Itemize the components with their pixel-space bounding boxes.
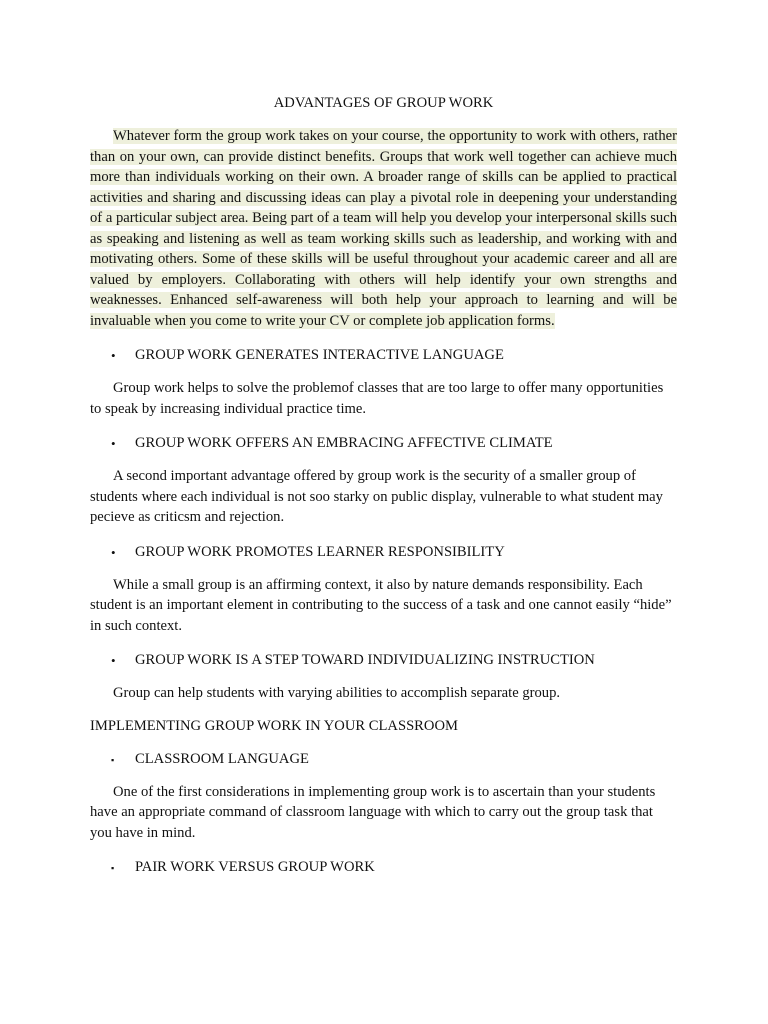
section-paragraph-4: Group can help students with varying abilities to accomplish separate group. <box>113 685 561 701</box>
sub-section-heading-text: PAIR WORK VERSUS GROUP WORK <box>135 859 375 875</box>
document-title: ADVANTAGES OF GROUP WORK <box>273 95 494 111</box>
section-heading-2 <box>90 435 677 452</box>
sub-section-heading-1 <box>90 751 677 768</box>
section-heading-text: GROUP WORK GENERATES INTERACTIVE LANGUAGE <box>135 347 504 363</box>
section-heading-4 <box>90 652 677 669</box>
section-heading-text: GROUP WORK OFFERS AN EMBRACING AFFECTIVE CLIMATE <box>135 435 553 451</box>
section-heading-3 <box>90 544 677 561</box>
section-heading-1 <box>90 347 677 364</box>
intro-highlighted-text: Whatever form the group work takes on your course, the opportunity to work with others, rather than on your own, can provide distinct benefits. Groups that work well together can achieve much more than individuals working on their own. A broader range of skills can be applied to practical activities and sharing and discussing ideas can play a pivotal role in deepening your understanding of a particular subject area. Being part of a team will help you develop your interpersonal skills such as speaking and listening as well as team working skills such as leadership, and working with and motivating others. Some of these skills will be useful throughout your academic career and all are valued by employers. Collaborating with others will help identify your own strengths and weaknesses. Enhanced self-awareness will both help your approach to learning and will be invaluable when you come to write your CV or complete job application forms. <box>90 128 677 329</box>
bullet-icon: • <box>111 544 116 560</box>
bullet-icon: • <box>111 436 116 451</box>
intro-paragraph <box>90 126 677 331</box>
sub-section-paragraph-1: One of the first considerations in implementing group work is to ascertain than your students have an appropriate command of classroom language with which to carry out the group task that you have in mind. <box>90 783 656 841</box>
document-body <box>90 95 677 890</box>
bullet-icon: • <box>111 653 116 668</box>
sub-section-heading-text: CLASSROOM LANGUAGE <box>135 750 309 767</box>
section-paragraph-3: While a small group is an affirming context, it also by nature demands responsibility. Each student is an important element in contributing to the success of a task and one cannot easily “hide” in such context. <box>90 576 672 634</box>
implementing-heading: IMPLEMENTING GROUP WORK IN YOUR CLASSROOM <box>90 717 458 734</box>
square-bullet-icon: ▪ <box>111 863 115 873</box>
sub-section-heading-2 <box>90 859 677 876</box>
section-heading-text: GROUP WORK PROMOTES LEARNER RESPONSIBILITY <box>135 543 505 560</box>
bullet-icon: • <box>111 348 116 363</box>
section-paragraph-1: Group work helps to solve the problemof classes that are too large to offer many opportunities to speak by increasing individual practice time. <box>90 380 664 417</box>
section-heading-text: GROUP WORK IS A STEP TOWARD INDIVIDUALIZING INSTRUCTION <box>135 652 595 668</box>
square-bullet-icon: ▪ <box>111 754 115 765</box>
section-paragraph-2: A second important advantage offered by group work is the security of a smaller group of students where each individual is not soo starky on public display, vulnerable to what student may pecieve as criticsm and rejection. <box>90 468 663 525</box>
